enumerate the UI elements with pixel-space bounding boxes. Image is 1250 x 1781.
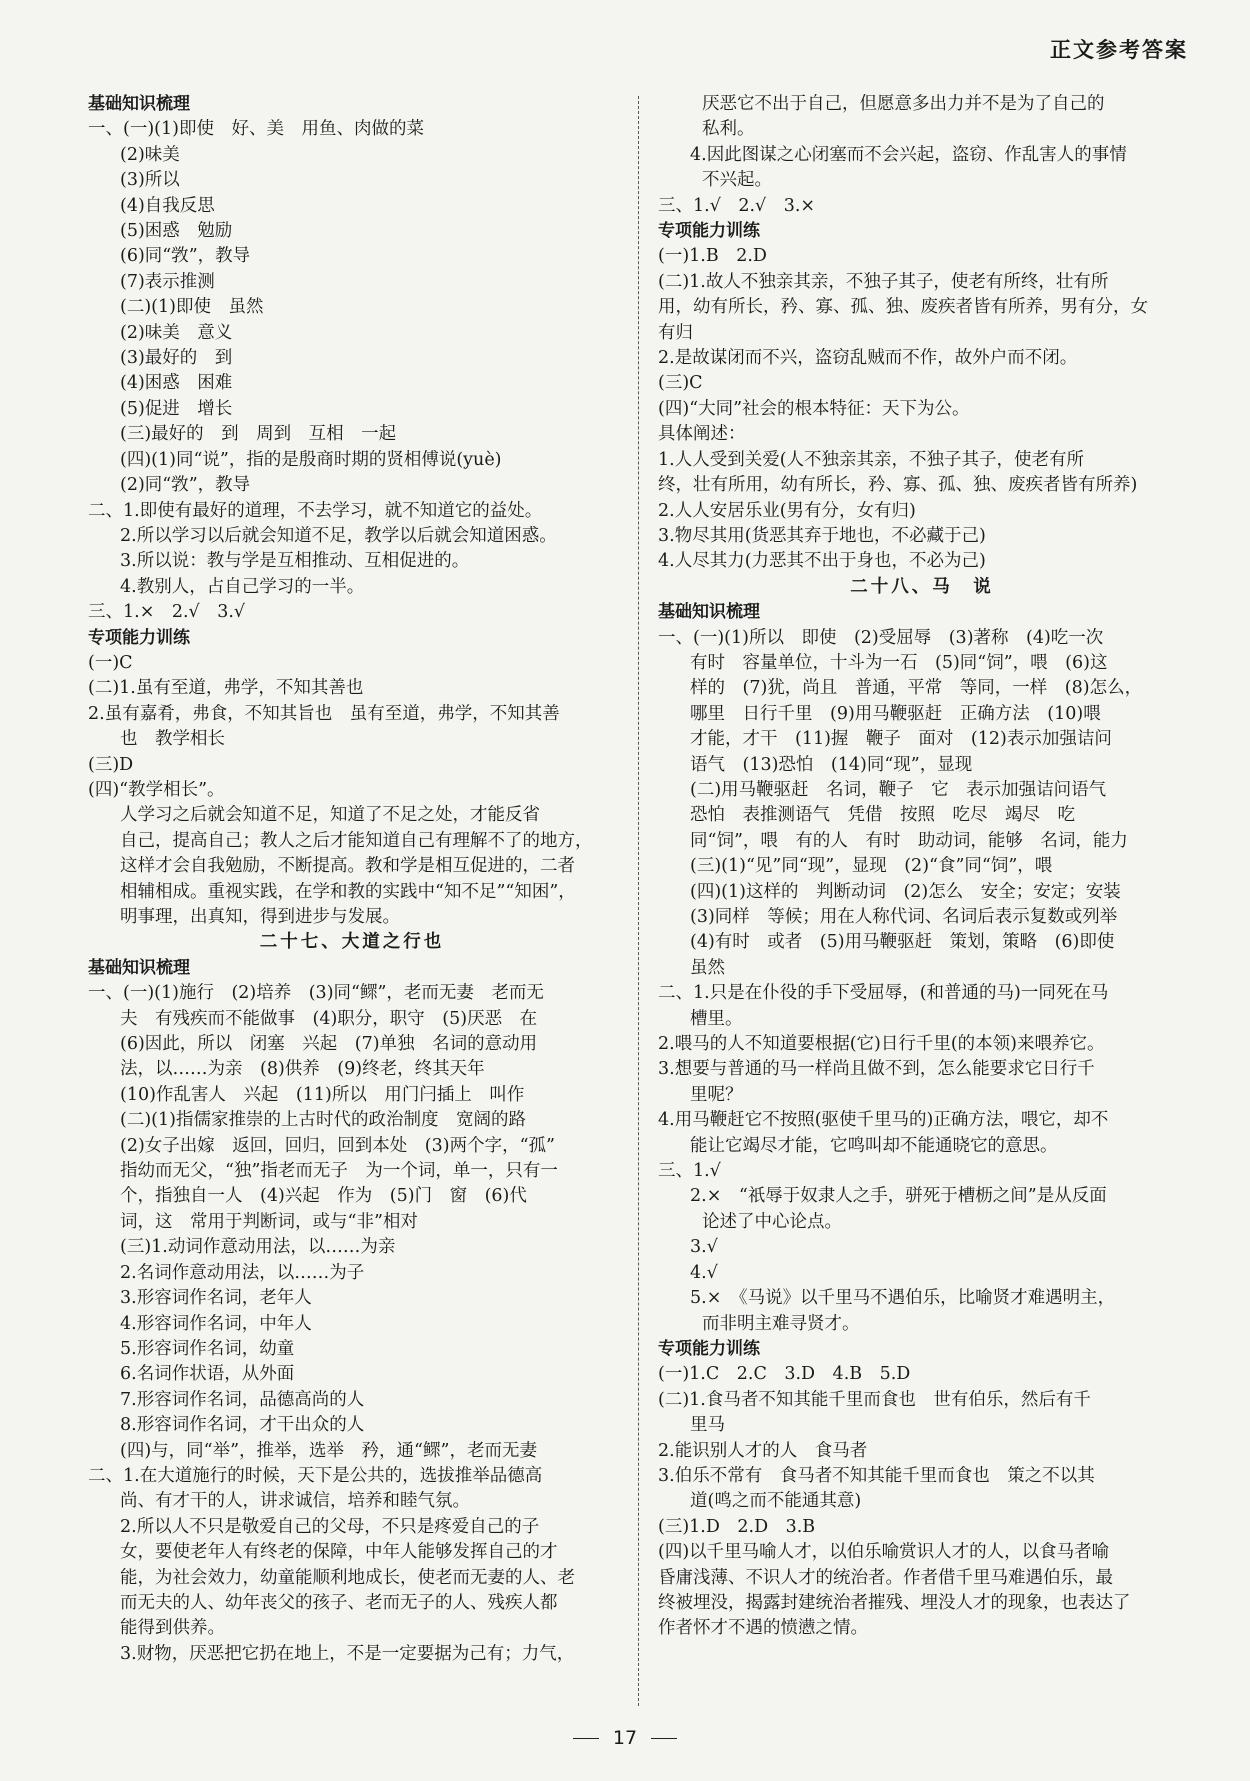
text-line: (4)自我反思 — [120, 195, 215, 216]
section-heading: 基础知识梳理 — [658, 602, 760, 623]
text-line: 4.√ — [690, 1262, 718, 1283]
text-line: 才能，才干 (11)握 鞭子 面对 (12)表示加强诘问 — [690, 729, 1112, 750]
text-line: 三、1.× 2.√ 3.√ — [88, 602, 246, 623]
text-line: 1.人人受到关爱(人不独亲其亲，不独子其子，使老有所 — [658, 449, 1085, 470]
text-line: 能，为社会效力，幼童能顺利地成长，使老而无妻的人、老 — [120, 1567, 575, 1588]
text-line: 能得到供养。 — [120, 1618, 225, 1639]
text-line: (10)作乱害人 兴起 (11)所以 用门闩插上 叫作 — [120, 1084, 525, 1105]
text-line: 人学习之后就会知道不足，知道了不足之处，才能反省 — [120, 805, 540, 826]
text-line: (2)同“敩”，教导 — [120, 475, 251, 496]
text-line: 3.财物，厌恶把它扔在地上，不是一定要据为己有；力气， — [120, 1643, 575, 1664]
text-line: (2)味美 — [120, 144, 180, 165]
text-line: (3)所以 — [120, 170, 180, 191]
text-line: 二、1.在大道施行的时候，天下是公共的，选拔推举品德高 — [88, 1465, 543, 1486]
text-line: 虽然 — [690, 957, 725, 978]
text-line: (四)“大同”社会的根本特征：天下为公。 — [658, 398, 970, 419]
text-line: 2.人人安居乐业(男有分，女有归) — [658, 500, 916, 521]
text-line: 明事理，出真知，得到进步与发展。 — [120, 907, 400, 927]
text-line: 3.物尽其用(货恶其弃于地也，不必藏于己) — [658, 525, 986, 546]
text-line: 而非明主难寻贤才。 — [702, 1313, 860, 1334]
text-line: (2)女子出嫁 返回，回归，回到本处 (3)两个字，“孤” — [120, 1135, 555, 1156]
text-line: 5.形容词作名词，幼童 — [120, 1338, 295, 1359]
lesson-title: 二十八、马 说 — [850, 576, 994, 597]
text-line: (6)因此，所以 闭塞 兴起 (7)单独 名词的意动用 — [120, 1034, 538, 1055]
text-line: 不兴起。 — [702, 170, 772, 191]
text-line: 相辅相成。重视实践，在学和教的实践中“知不足”“知困”， — [120, 881, 576, 902]
text-line: 3.想要与普通的马一样尚且做不到，怎么能要求它日行千 — [658, 1059, 1095, 1080]
text-line: 2.喂马的人不知道要根据(它)日行千里(的本领)来喂养它。 — [658, 1034, 1105, 1055]
text-line: 里呢？ — [690, 1084, 743, 1105]
text-line: 4.人尽其力(力恶其不出于身也，不必为己) — [658, 551, 986, 572]
text-line: (二)1.虽有至道，弗学，不知其善也 — [88, 678, 364, 699]
text-line: (一)1.B 2.D — [658, 246, 767, 267]
page-number: 17 — [612, 1727, 638, 1749]
text-line: (二)(1)即使 虽然 — [120, 297, 264, 318]
text-line: 一、(一)(1)所以 即使 (2)受屈辱 (3)著称 (4)吃一次 — [658, 627, 1104, 648]
text-line: (三)C — [658, 373, 703, 394]
text-line: 8.形容词作名词，才干出众的人 — [120, 1415, 365, 1436]
text-line: 一、(一)(1)施行 (2)培养 (3)同“鳏”，老而无妻 老而无 — [88, 983, 544, 1004]
text-line: 用，幼有所长，矜、寡、孤、独、废疾者皆有所养，男有分，女 — [658, 297, 1148, 318]
text-line: (三)1.动词作意动用法，以……为亲 — [120, 1237, 396, 1258]
section-heading: 基础知识梳理 — [88, 957, 190, 978]
text-line: 2.能识别人才的人 食马者 — [658, 1440, 868, 1461]
text-line: (4)困惑 困难 — [120, 373, 233, 394]
section-heading: 专项能力训练 — [88, 627, 190, 648]
text-line: (二)1.故人不独亲其亲，不独子其子，使老有所终，壮有所 — [658, 271, 1109, 292]
text-line: 终，壮有所用，幼有所长，矜、寡、孤、独、废疾者皆有所养) — [658, 475, 1138, 496]
text-line: (5)促进 增长 — [120, 398, 233, 419]
section-heading: 专项能力训练 — [658, 1338, 760, 1359]
text-line: (四)(1)同“说”，指的是殷商时期的贤相傅说(yuè) — [120, 449, 502, 470]
text-line: 哪里 日行千里 (9)用马鞭驱赶 正确方法 (10)喂 — [690, 703, 1101, 724]
text-line: 槽里。 — [690, 1008, 743, 1029]
text-line: 也 教学相长 — [120, 729, 225, 750]
text-line: 3.伯乐不常有 食马者不知其能千里而食也 策之不以其 — [658, 1465, 1095, 1486]
text-line: (7)表示推测 — [120, 271, 215, 292]
column-divider — [638, 96, 639, 1706]
text-line: 昏庸浅薄、不识人才的统治者。作者借千里马难遇伯乐，最 — [658, 1567, 1113, 1588]
text-line: (3)同样 等候；用在人称代词、名词后表示复数或列举 — [690, 907, 1118, 927]
text-line: (四)以千里马喻人才，以伯乐喻赏识人才的人，以食马者喻 — [658, 1542, 1110, 1563]
text-line: (三)最好的 到 周到 互相 一起 — [120, 424, 397, 445]
text-line: 有归 — [658, 322, 693, 343]
text-line: 恐怕 表推测语气 凭借 按照 吃尽 竭尽 吃 — [690, 805, 1075, 826]
text-line: 女，要使老年人有终老的保障，中年人能够发挥自己的才 — [120, 1542, 558, 1563]
text-line: (4)有时 或者 (5)用马鞭驱赶 策划，策略 (6)即使 — [690, 932, 1115, 953]
right-column — [658, 92, 1186, 1642]
footer-dash-left — [573, 1738, 599, 1739]
lesson-title: 二十七、大道之行也 — [259, 932, 445, 953]
text-line: 而无夫的人、幼年丧父的孩子、老而无子的人、残疾人都 — [120, 1592, 558, 1613]
section-heading: 专项能力训练 — [658, 221, 760, 242]
text-line: 7.形容词作名词，品德高尚的人 — [120, 1389, 365, 1410]
text-line: 尚、有才干的人，讲求诚信，培养和睦气氛。 — [120, 1491, 470, 1512]
text-line: (四)“教学相长”。 — [88, 779, 225, 800]
text-line: 二、1.只是在仆役的手下受屈辱，(和普通的马)一同死在马 — [658, 983, 1109, 1004]
text-line: 4.用马鞭赶它不按照(驱使千里马的)正确方法，喂它，却不 — [658, 1110, 1109, 1131]
footer-dash-right — [651, 1738, 677, 1739]
text-line: 3.√ — [690, 1237, 718, 1258]
text-line: 有时 容量单位，十斗为一石 (5)同“饲”，喂 (6)这 — [690, 652, 1108, 673]
text-line: 2.名词作意动用法，以……为子 — [120, 1262, 365, 1283]
text-line: 三、1.√ — [658, 1161, 721, 1182]
text-line: 3.形容词作名词，老年人 — [120, 1288, 312, 1309]
text-line: 词，这 常用于判断词，或与“非”相对 — [120, 1211, 418, 1232]
text-line: 个，指独自一人 (4)兴起 作为 (5)门 窗 (6)代 — [120, 1186, 527, 1207]
text-line: 具体阐述： — [658, 424, 746, 445]
text-line: (一)C — [88, 652, 133, 673]
text-line: 6.名词作状语，从外面 — [120, 1364, 295, 1385]
text-line: (二)1.食马者不知其能千里而食也 世有伯乐，然后有千 — [658, 1389, 1091, 1410]
text-line: 能让它竭尽才能，它鸣叫却不能通晓它的意思。 — [690, 1135, 1058, 1156]
text-line: (6)同“敩”，教导 — [120, 246, 251, 267]
text-line: (一)1.C 2.C 3.D 4.B 5.D — [658, 1364, 911, 1385]
text-line: 2.所以人不只是敬爱自己的父母，不只是疼爱自己的子 — [120, 1516, 540, 1537]
text-line: 三、1.√ 2.√ 3.× — [658, 195, 816, 216]
text-line: 5.× 《马说》以千里马不遇伯乐，比喻贤才难遇明主， — [690, 1288, 1116, 1309]
text-line: 3.所以说：教与学是互相推动、互相促进的。 — [120, 551, 470, 572]
text-line: 2.所以学习以后就会知道不足，教学以后就会知道困惑。 — [120, 525, 557, 546]
text-line: 2.虽有嘉肴，弗食，不知其旨也 虽有至道，弗学，不知其善 — [88, 703, 560, 724]
text-line: 这样才会自我勉励，不断提高。教和学是相互促进的，二者 — [120, 856, 575, 877]
text-line: 语气 (13)恐怕 (14)同“现”，显现 — [690, 754, 973, 775]
text-line: 4.因此图谋之心闭塞而不会兴起，盗窃、作乱害人的事情 — [690, 144, 1127, 165]
text-line: 论述了中心论点。 — [702, 1211, 842, 1232]
text-line: 4.教别人，占自己学习的一半。 — [120, 576, 365, 597]
text-line: (二)用马鞭驱赶 名词，鞭子 它 表示加强诘问语气 — [690, 779, 1107, 800]
section-heading: 基础知识梳理 — [88, 94, 190, 114]
text-line: 同“饲”，喂 有的人 有时 助动词，能够 名词，能力 — [690, 830, 1128, 851]
text-line: (四)与，同“举”，推举，选举 矜，通“鳏”，老而无妻 — [120, 1440, 537, 1461]
text-line: 道(鸣之而不能通其意) — [690, 1491, 862, 1512]
text-line: (2)味美 意义 — [120, 322, 233, 343]
text-line: 私利。 — [702, 119, 755, 140]
text-line: 法，以……为亲 (8)供养 (9)终老，终其天年 — [120, 1059, 485, 1080]
text-line: 2.是故谋闭而不兴，盗窃乱贼而不作，故外户而不闭。 — [658, 348, 1078, 369]
page-footer — [0, 1727, 1250, 1749]
page-header-title: 正文参考答案 — [1050, 38, 1188, 62]
text-line: (四)(1)这样的 判断动词 (2)怎么 安全；安定；安装 — [690, 881, 1121, 902]
text-line: 厌恶它不出于自己，但愿意多出力并不是为了自己的 — [702, 94, 1105, 114]
text-line: 4.形容词作名词，中年人 — [120, 1313, 312, 1334]
text-line: 夫 有残疾而不能做事 (4)职分，职守 (5)厌恶 在 — [120, 1008, 538, 1029]
text-line: (三)(1)“见”同“现”，显现 (2)“食”同“饲”，喂 — [690, 856, 1053, 877]
text-line: (二)(1)指儒家推崇的上古时代的政治制度 宽阔的路 — [120, 1110, 526, 1131]
text-line: 自己，提高自己；教人之后才能知道自己有理解不了的地方， — [120, 830, 593, 851]
text-line: 2.× “祇辱于奴隶人之手，骈死于槽枥之间”是从反面 — [690, 1186, 1107, 1207]
text-line: 里马 — [690, 1415, 725, 1436]
text-line: 样的 (7)犹，尚且 普通，平常 等同，一样 (8)怎么， — [690, 678, 1143, 699]
text-line: 一、(一)(1)即使 好、美 用鱼、肉做的菜 — [88, 119, 424, 140]
text-line: 作者怀才不遇的愤懑之情。 — [658, 1618, 868, 1639]
text-line: (三)D — [88, 754, 134, 775]
text-line: (5)困惑 勉励 — [120, 221, 233, 242]
text-line: 指幼而无父，“独”指老而无子 为一个词，单一，只有一 — [120, 1161, 558, 1182]
text-line: (三)1.D 2.D 3.B — [658, 1516, 816, 1537]
left-column — [88, 92, 616, 1667]
text-line: 二、1.即使有最好的道理，不去学习，就不知道它的益处。 — [88, 500, 543, 521]
text-line: (3)最好的 到 — [120, 348, 233, 369]
text-line: 终被埋没，揭露封建统治者摧残、埋没人才的现象，也表达了 — [658, 1592, 1131, 1613]
